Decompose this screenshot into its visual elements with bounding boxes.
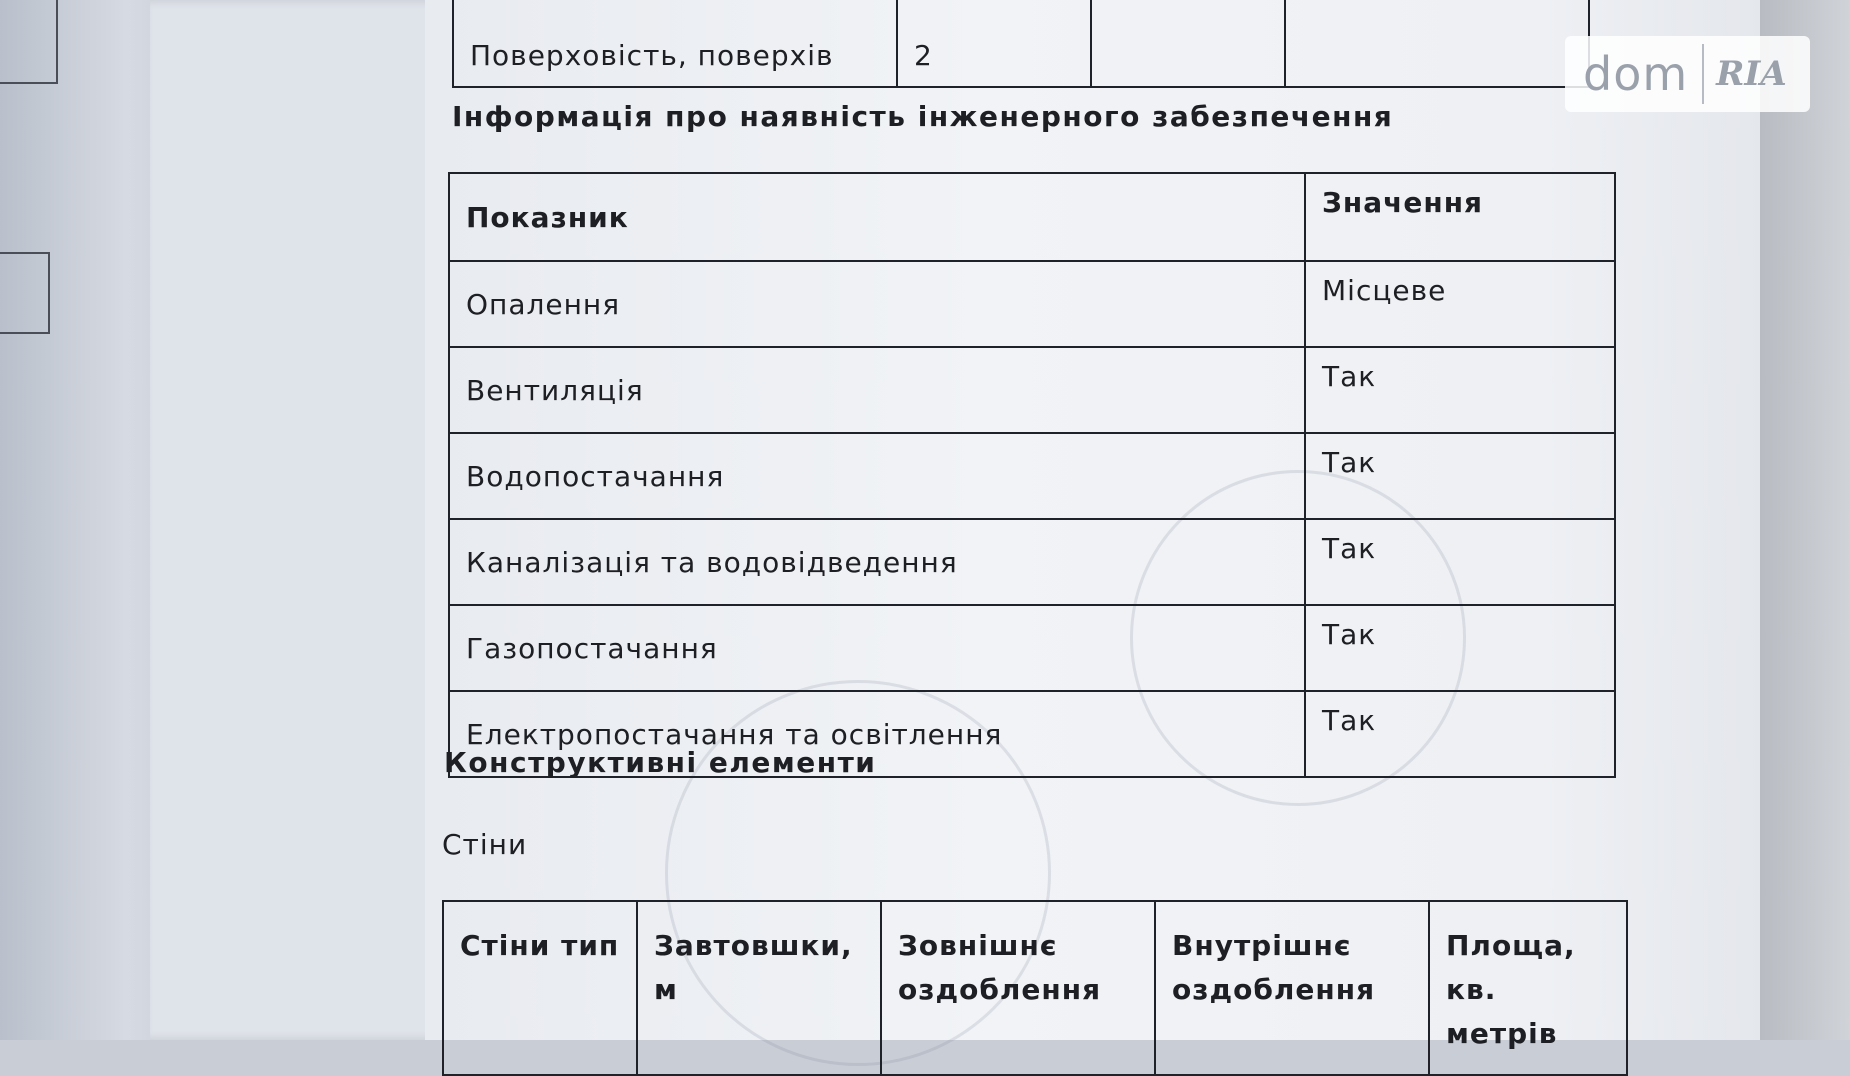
header-indicator: Показник (449, 173, 1305, 261)
table-row (453, 0, 1589, 87)
table-row (449, 605, 1615, 691)
row-value: Так (1305, 433, 1615, 519)
row-value: Так (1305, 691, 1615, 777)
table-row (449, 347, 1615, 433)
walls-header-exterior: Зовнішнє оздоблення (881, 901, 1155, 1075)
row-value: Так (1305, 519, 1615, 605)
engineering-table (448, 172, 1616, 778)
empty-cell (1091, 0, 1285, 87)
dom-ria-watermark (1565, 36, 1810, 112)
row-indicator: Вентиляція (449, 347, 1305, 433)
table-row (449, 261, 1615, 347)
page-box-fragment (0, 0, 58, 84)
floors-value: 2 (897, 0, 1091, 87)
row-value: Місцеве (1305, 261, 1615, 347)
walls-subheading: Стіни (442, 828, 528, 861)
engineering-heading: Інформація про наявність інженерного забезпечення (452, 100, 1394, 133)
empty-cell (1285, 0, 1589, 87)
row-indicator: Опалення (449, 261, 1305, 347)
header-value: Значення (1305, 173, 1615, 261)
watermark-dom-text: dom (1583, 47, 1689, 101)
walls-header-interior: Внутрішнє оздоблення (1155, 901, 1429, 1075)
floors-table (452, 0, 1590, 88)
walls-header-thickness: Завтовшки, м (637, 901, 881, 1075)
walls-header-type: Стіни тип (443, 901, 637, 1075)
row-indicator: Водопостачання (449, 433, 1305, 519)
row-indicator: Каналізація та водовідведення (449, 519, 1305, 605)
page-box-fragment (0, 252, 50, 334)
underlying-sheet (150, 0, 450, 1040)
row-indicator: Електропостачання та освітлення (449, 691, 1305, 777)
table-header-row (443, 901, 1627, 1075)
row-value: Так (1305, 347, 1615, 433)
watermark-ria-logo: RIA (1716, 54, 1787, 94)
watermark-divider (1702, 44, 1704, 104)
table-row (449, 519, 1615, 605)
table-header-row (449, 173, 1615, 261)
walls-header-area: Площа, кв. метрів (1429, 901, 1627, 1075)
floors-label: Поверховість, поверхів (453, 0, 897, 87)
table-row (449, 433, 1615, 519)
row-indicator: Газопостачання (449, 605, 1305, 691)
background-surface (1760, 0, 1850, 1040)
row-value: Так (1305, 605, 1615, 691)
constructive-heading: Конструктивні елементи (444, 746, 877, 779)
walls-table (442, 900, 1628, 1076)
